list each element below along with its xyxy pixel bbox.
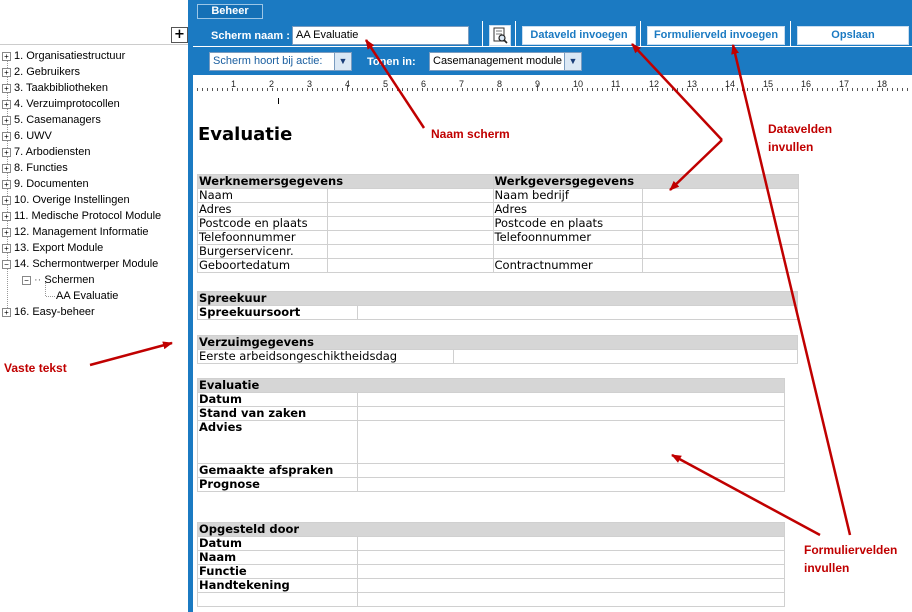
tree-item[interactable] — [2, 176, 89, 192]
tab-beheer[interactable]: Beheer — [197, 4, 263, 19]
ruler-tick — [327, 88, 328, 91]
tab-bar — [193, 0, 912, 21]
tree-item-label: 5. Casemanagers — [14, 114, 101, 126]
collapse-icon[interactable]: − — [2, 260, 11, 269]
form-title[interactable]: Evaluatie — [198, 124, 293, 145]
ruler-tick — [267, 88, 268, 91]
annotation-line: invullen — [804, 561, 850, 575]
ruler-tick — [867, 88, 868, 91]
ruler-tick — [197, 88, 198, 91]
field-value[interactable] — [357, 565, 784, 579]
field-label: Naam — [198, 551, 358, 565]
expand-icon[interactable]: + — [2, 228, 11, 237]
ruler-tick — [442, 88, 443, 91]
ruler-tick — [472, 88, 473, 91]
table-row — [198, 537, 785, 551]
field-value[interactable] — [357, 579, 784, 593]
field-label: Stand van zaken — [198, 407, 358, 421]
ruler-tick — [702, 88, 703, 91]
table-verzuim[interactable] — [197, 335, 798, 364]
ruler-tick — [457, 88, 458, 91]
toolbar-separator — [640, 21, 641, 46]
field-value[interactable] — [643, 231, 799, 245]
ruler-number: 7 — [459, 79, 465, 89]
tree-item[interactable] — [2, 304, 95, 320]
ruler-tick — [507, 88, 508, 91]
ruler-tick — [502, 88, 503, 91]
ruler-tick — [792, 88, 793, 91]
ruler-tick — [622, 88, 623, 91]
ruler-tick — [432, 88, 433, 91]
ruler-tick — [897, 88, 898, 91]
field-label: Adres — [198, 203, 328, 217]
ruler-tick — [412, 88, 413, 91]
ruler-tick — [562, 88, 563, 91]
ruler-tick — [277, 88, 278, 91]
ruler-tick — [777, 88, 778, 91]
ruler-tick — [512, 88, 513, 91]
field-label: Datum — [198, 393, 358, 407]
tree-connector — [46, 296, 55, 297]
ruler-number: 16 — [801, 79, 812, 89]
navigation-tree — [0, 0, 188, 612]
ruler-tick — [212, 88, 213, 91]
ruler-tick — [712, 88, 713, 91]
ruler-number: 18 — [877, 79, 888, 89]
annotation-naam-scherm: Naam scherm — [431, 127, 510, 141]
ruler-number: 9 — [535, 79, 541, 89]
field-value[interactable] — [643, 259, 799, 273]
toolbar-divider — [193, 46, 912, 47]
table-row — [198, 565, 785, 579]
ruler-tick — [667, 88, 668, 91]
field-label: Postcode en plaats — [493, 217, 643, 231]
tree-item[interactable] — [2, 144, 90, 160]
field-label: Prognose — [198, 478, 358, 492]
ruler-tick — [872, 88, 873, 91]
tree-item[interactable] — [2, 240, 103, 256]
section-header: Spreekuur — [198, 292, 798, 306]
table-row — [198, 231, 799, 245]
tree-item-label: 13. Export Module — [14, 242, 104, 254]
ruler-tick — [722, 88, 723, 91]
ruler-tick — [552, 88, 553, 91]
ruler-tick — [812, 88, 813, 91]
preview-button[interactable] — [489, 25, 511, 46]
table-employee-employer[interactable] — [197, 174, 799, 273]
ruler-tick — [317, 88, 318, 91]
field-value[interactable] — [198, 593, 358, 607]
ruler-tick — [627, 88, 628, 91]
tree-item-label: 14. Schermontwerper Module — [14, 258, 159, 270]
field-label: Datum — [198, 537, 358, 551]
ruler-tick — [367, 88, 368, 91]
ruler-tick — [282, 88, 283, 91]
ruler-tick — [217, 88, 218, 91]
field-label: Postcode en plaats — [198, 217, 328, 231]
ruler-number: 11 — [611, 79, 621, 89]
tree-item[interactable] — [2, 96, 120, 112]
field-value[interactable] — [357, 464, 784, 478]
ruler-tick — [372, 88, 373, 91]
field-label: Functie — [198, 565, 358, 579]
table-row — [198, 464, 785, 478]
table-opgesteld-door[interactable] — [197, 522, 785, 607]
ruler-tick — [547, 88, 548, 91]
expand-icon[interactable]: + — [2, 244, 11, 253]
ruler-tick — [907, 88, 908, 91]
ruler-tick — [312, 88, 313, 91]
tree-item[interactable] — [2, 160, 68, 176]
table-row — [198, 393, 785, 407]
ruler-tick — [782, 88, 783, 91]
ruler-tick — [567, 88, 568, 91]
tree-item-label: 2. Gebruikers — [14, 66, 81, 78]
annotation-vaste-tekst: Vaste tekst — [4, 361, 67, 375]
toolbar-separator — [515, 21, 516, 46]
tree-item-label: 8. Functies — [14, 162, 68, 174]
field-label: Handtekening — [198, 579, 358, 593]
section-header: Werknemersgegevens — [198, 175, 494, 189]
field-value[interactable] — [357, 421, 784, 464]
ruler-number: 1 — [231, 79, 237, 89]
ruler-tick — [557, 88, 558, 91]
sidebar-separator — [0, 44, 188, 45]
ruler-tick — [247, 88, 248, 91]
table-spreekuur[interactable] — [197, 291, 798, 320]
field-label: Telefoonnummer — [198, 231, 328, 245]
show-in-value: Casemanagement module — [433, 55, 563, 67]
ruler-tick — [787, 88, 788, 91]
action-select[interactable] — [209, 52, 352, 71]
section-header: Werkgeversgegevens — [493, 175, 799, 189]
table-row — [198, 407, 785, 421]
ruler-tick — [737, 88, 738, 91]
ruler-tick — [697, 88, 698, 91]
field-label: Telefoonnummer — [493, 231, 643, 245]
expand-icon[interactable]: + — [2, 164, 11, 173]
formulierveld-invoegen-button[interactable]: Formulierveld invoegen — [647, 26, 785, 45]
tree-item-schermen[interactable] — [22, 272, 95, 288]
ruler-tick — [222, 88, 223, 91]
expand-icon[interactable]: + — [2, 68, 11, 77]
ruler-tick — [757, 88, 758, 91]
ruler-tick — [402, 88, 403, 91]
tree-item[interactable] — [2, 192, 130, 208]
ruler-tick — [827, 88, 828, 91]
tree-item[interactable] — [2, 112, 101, 128]
ruler-tick — [427, 88, 428, 91]
ruler-number: 10 — [573, 79, 584, 89]
field-label: Naam bedrijf — [493, 189, 643, 203]
table-row — [198, 593, 785, 607]
field-label: Gemaakte afspraken — [198, 464, 358, 478]
ruler-number: 3 — [307, 79, 313, 89]
table-row — [198, 421, 785, 464]
ruler-tick — [287, 88, 288, 91]
collapse-icon[interactable]: − — [22, 276, 31, 285]
ruler-tick — [447, 88, 448, 91]
tree-item[interactable] — [2, 48, 125, 64]
field-value[interactable] — [327, 245, 493, 259]
field-label: Geboortedatum — [198, 259, 328, 273]
ruler-tick — [332, 88, 333, 91]
ruler-tick — [832, 88, 833, 91]
ruler-tick — [742, 88, 743, 91]
expand-icon[interactable]: + — [2, 308, 11, 317]
expand-icon[interactable]: + — [2, 196, 11, 205]
ruler-tick — [292, 88, 293, 91]
ruler-tick — [407, 88, 408, 91]
screen-name-input[interactable]: AA Evaluatie — [292, 26, 469, 45]
expand-icon[interactable]: + — [2, 100, 11, 109]
ruler-tick — [597, 88, 598, 91]
chevron-down-icon: ▼ — [564, 53, 581, 70]
field-value[interactable] — [327, 203, 493, 217]
tree-item-label: 12. Management Informatie — [14, 226, 149, 238]
ruler-number: 17 — [839, 79, 850, 89]
ruler-tick — [517, 88, 518, 91]
ruler-tick — [352, 88, 353, 91]
ruler-tick — [862, 88, 863, 91]
ruler-tick — [797, 88, 798, 91]
table-row — [198, 306, 798, 320]
ruler-tick — [417, 88, 418, 91]
field-value[interactable] — [327, 189, 493, 203]
ruler-tick — [397, 88, 398, 91]
field-value[interactable] — [357, 478, 784, 492]
ruler-tick — [377, 88, 378, 91]
tree-item-label: 6. UWV — [14, 130, 52, 142]
tree-item[interactable] — [2, 224, 149, 240]
table-evaluatie[interactable] — [197, 378, 785, 492]
annotation-line: Formuliervelden — [804, 543, 898, 557]
section-header: Verzuimgegevens — [198, 336, 798, 350]
tree-item-label: 7. Arbodiensten — [14, 146, 91, 158]
ruler-tick — [752, 88, 753, 91]
table-row — [198, 217, 799, 231]
tree-item[interactable] — [2, 80, 108, 96]
add-button[interactable]: + — [171, 27, 188, 43]
ruler-tick — [487, 88, 488, 91]
ruler-number: 8 — [497, 79, 503, 89]
ruler-tick — [707, 88, 708, 91]
annotation-datavelden — [768, 120, 832, 156]
ruler-tick — [262, 88, 263, 91]
annotation-line: invullen — [768, 140, 814, 154]
ruler-tick — [852, 88, 853, 91]
ruler-tick — [887, 88, 888, 91]
toolbar-separator — [482, 21, 483, 46]
show-in-label: Tonen in: — [367, 56, 416, 68]
ruler-tick — [717, 88, 718, 91]
ruler-tick — [467, 88, 468, 91]
toolbar-separator — [790, 21, 791, 46]
annotation-line: Datavelden — [768, 122, 833, 136]
ruler-tick — [302, 88, 303, 91]
field-label: Burgerservicenr. — [198, 245, 328, 259]
ruler-tick — [202, 88, 203, 91]
ruler-tick — [362, 88, 363, 91]
tree-connector: ·· — [34, 274, 45, 286]
ruler-tick — [392, 88, 393, 91]
ruler-tick — [252, 88, 253, 91]
ruler-tick — [237, 88, 238, 91]
field-label: Advies — [198, 421, 358, 464]
tree-item[interactable] — [2, 128, 52, 144]
ruler-tick — [822, 88, 823, 91]
show-in-select[interactable] — [429, 52, 582, 71]
table-row — [198, 551, 785, 565]
table-row — [198, 478, 785, 492]
ruler-tick — [682, 88, 683, 91]
save-button[interactable]: Opslaan — [797, 26, 909, 45]
expand-icon[interactable]: + — [2, 180, 11, 189]
ruler-tick — [817, 88, 818, 91]
ruler-tick — [892, 88, 893, 91]
field-value[interactable] — [643, 245, 799, 259]
ruler-tick — [857, 88, 858, 91]
field-value[interactable] — [643, 189, 799, 203]
tree-item-label: 16. Easy-beheer — [14, 306, 95, 318]
ruler-tick — [677, 88, 678, 91]
ruler-tick — [587, 88, 588, 91]
field-label: Naam — [198, 189, 328, 203]
ruler-tick — [342, 88, 343, 91]
tree-item-label: 4. Verzuimprotocollen — [14, 98, 120, 110]
expand-icon[interactable]: + — [2, 212, 11, 221]
ruler-tick — [437, 88, 438, 91]
field-value[interactable] — [357, 306, 797, 320]
ruler-tick — [207, 88, 208, 91]
ruler-tick — [637, 88, 638, 91]
action-select-label: Scherm hoort bij actie: — [213, 55, 323, 67]
ruler-tick — [632, 88, 633, 91]
field-value[interactable] — [357, 407, 784, 421]
tree-item-label: 10. Overige Instellingen — [14, 194, 130, 206]
expand-icon[interactable]: + — [2, 132, 11, 141]
ruler-number: 2 — [269, 79, 275, 89]
tree-item-aa-evaluatie[interactable] — [56, 288, 118, 304]
ruler-tick — [337, 88, 338, 91]
ruler-tick — [602, 88, 603, 91]
expand-icon[interactable]: + — [2, 116, 11, 125]
field-value[interactable] — [327, 217, 493, 231]
section-header: Evaluatie — [198, 379, 785, 393]
ruler-tick — [452, 88, 453, 91]
ruler-tick — [297, 88, 298, 91]
field-value[interactable] — [643, 203, 799, 217]
ruler-tick — [492, 88, 493, 91]
tree-item-label: AA Evaluatie — [56, 290, 119, 302]
field-value[interactable] — [327, 259, 493, 273]
field-label: Eerste arbeidsongeschiktheidsdag — [198, 350, 454, 364]
field-value[interactable] — [357, 593, 784, 607]
table-row — [198, 189, 799, 203]
table-row — [198, 203, 799, 217]
tree-item[interactable] — [2, 208, 161, 224]
ruler-number: 14 — [725, 79, 736, 89]
ruler-number: 12 — [649, 79, 660, 89]
ruler-tick — [532, 88, 533, 91]
ruler-number: 4 — [345, 79, 351, 89]
ruler-tick — [542, 88, 543, 91]
expand-icon[interactable]: + — [2, 84, 11, 93]
ruler-tick — [747, 88, 748, 91]
ruler-tick — [837, 88, 838, 91]
field-value[interactable] — [357, 551, 784, 565]
ruler-tick — [322, 88, 323, 91]
field-label: Spreekuursoort — [198, 306, 358, 320]
section-header: Opgesteld door — [198, 523, 785, 537]
dataveld-invoegen-button[interactable]: Dataveld invoegen — [522, 26, 636, 45]
ruler-tick — [242, 88, 243, 91]
field-value[interactable] — [643, 217, 799, 231]
tree-connector — [45, 282, 46, 296]
ruler-tick — [642, 88, 643, 91]
expand-icon[interactable]: + — [2, 148, 11, 157]
table-row — [198, 350, 798, 364]
field-value[interactable] — [357, 393, 784, 407]
expand-icon[interactable]: + — [2, 52, 11, 61]
field-label — [493, 245, 643, 259]
preview-icon — [490, 26, 510, 45]
ruler-number: 15 — [763, 79, 774, 89]
ruler-tick — [357, 88, 358, 91]
table-row — [198, 579, 785, 593]
ruler-number: 6 — [421, 79, 427, 89]
ruler-tick — [672, 88, 673, 91]
field-label: Contractnummer — [493, 259, 643, 273]
ruler-tick — [902, 88, 903, 91]
ruler-number: 5 — [383, 79, 389, 89]
tree-item[interactable] — [2, 64, 80, 80]
ruler-tick — [592, 88, 593, 91]
tree-item-label: 1. Organisatiestructuur — [14, 50, 126, 62]
ruler-tick — [257, 88, 258, 91]
ruler-tick — [647, 88, 648, 91]
chevron-down-icon: ▼ — [334, 53, 351, 70]
field-value[interactable] — [453, 350, 797, 364]
tree-item-label: 3. Taakbibliotheken — [14, 82, 108, 94]
ruler-marker[interactable] — [278, 98, 279, 104]
ruler-tick — [477, 88, 478, 91]
table-row — [198, 245, 799, 259]
ruler — [193, 75, 912, 106]
field-value[interactable] — [327, 231, 493, 245]
tree-item[interactable] — [2, 256, 158, 272]
tree-item-label: 9. Documenten — [14, 178, 89, 190]
ruler-tick — [527, 88, 528, 91]
ruler-tick — [607, 88, 608, 91]
table-row — [198, 259, 799, 273]
ruler-tick — [662, 88, 663, 91]
field-label: Adres — [493, 203, 643, 217]
ruler-tick — [227, 88, 228, 91]
field-value[interactable] — [357, 537, 784, 551]
tree-item-label: 11. Medische Protocol Module — [14, 210, 162, 222]
screen-name-label: Scherm naam : — [211, 30, 290, 42]
ruler-tick — [482, 88, 483, 91]
annotation-formuliervelden — [804, 541, 897, 577]
tree-item-label: Schermen — [44, 274, 95, 286]
ruler-tick — [522, 88, 523, 91]
ruler-number: 13 — [687, 79, 698, 89]
